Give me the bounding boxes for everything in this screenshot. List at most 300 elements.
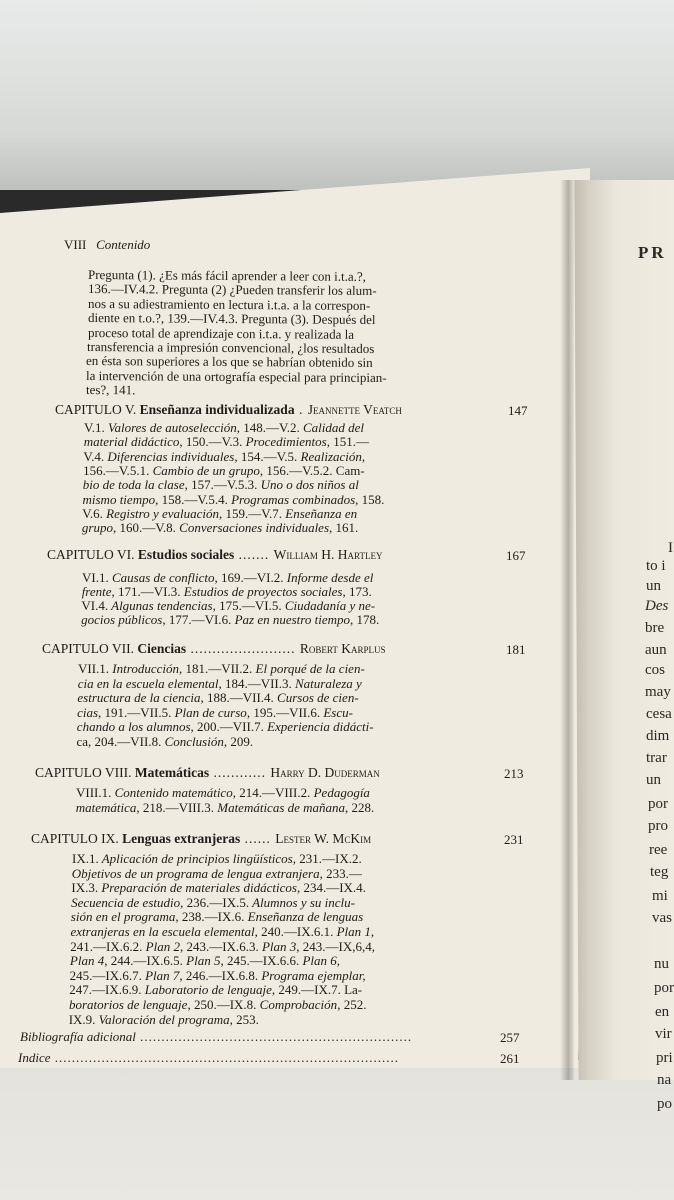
section-text-run: — xyxy=(140,584,154,600)
section-text-run: V. xyxy=(221,434,233,450)
section-text-run: 1. xyxy=(101,785,112,800)
section-text-run: 8. xyxy=(166,520,176,536)
section-text-run: IX. xyxy=(71,880,89,896)
chapter-section-line xyxy=(77,691,358,705)
section-text-run: 6.8. xyxy=(238,967,259,983)
section-text-run: Objetivos de un programa de lengua extranjera xyxy=(71,865,320,881)
section-text-run: , 228. xyxy=(345,799,375,815)
section-text-run: , 244. xyxy=(104,953,134,969)
section-text-run: Alumnos y su inclu- xyxy=(249,894,355,910)
chapter-section-line xyxy=(70,940,375,954)
leader-dots: ............ xyxy=(209,765,271,780)
section-text-run: 245. xyxy=(69,967,93,983)
chapter-page-number: 213 xyxy=(504,766,524,781)
section-text-run: VI. xyxy=(254,598,272,614)
chapter-section-line xyxy=(84,435,369,449)
section-text-run: — xyxy=(204,909,218,925)
section-text-run: , 159. xyxy=(219,505,249,521)
section-text-run: 5.2. xyxy=(313,462,333,478)
section-text-run: — xyxy=(209,894,223,910)
facing-page-fragment: por xyxy=(648,796,668,812)
section-text-run: , 252. xyxy=(337,997,367,1012)
facing-page-fragment: nu xyxy=(654,956,669,972)
section-text-run: , 195. xyxy=(246,704,277,720)
section-text-run: 156. xyxy=(83,462,106,478)
section-text-run: , 249. xyxy=(271,982,302,998)
chapter-heading xyxy=(31,832,371,846)
back-matter-title: Bibliografía adicional xyxy=(20,1029,136,1044)
facing-page-fragment: po xyxy=(657,1096,672,1112)
chapter-label: CAPITULO V. xyxy=(55,402,137,417)
section-text-run: , 238. xyxy=(175,909,205,925)
section-text-run: VII. xyxy=(78,661,100,676)
section-text-run: IX. xyxy=(105,982,123,998)
section-text-run: 3. xyxy=(88,880,99,896)
section-text-run: 1. xyxy=(94,420,105,435)
section-text-run: V. xyxy=(302,462,314,478)
section-text-run: 5.3. xyxy=(237,477,258,493)
section-text-run: — xyxy=(213,477,227,493)
intro-line: Pregunta (1). ¿Es más fácil aprender a leer con i.t.a.?, xyxy=(87,267,366,284)
facing-page-fragment: pri xyxy=(656,1050,673,1066)
chapter-title: Matemáticas xyxy=(134,765,210,780)
section-text-run: IX. xyxy=(314,982,332,998)
chapter-heading xyxy=(47,548,382,562)
section-text-run: Enseñanza en xyxy=(282,505,358,521)
leader-dots: ........................ xyxy=(186,641,300,656)
chapter-page-number: 231 xyxy=(504,832,524,847)
section-text-run: 9. xyxy=(85,1011,96,1027)
section-text-run: 6. xyxy=(234,909,245,925)
section-text-run: Plan 1, xyxy=(333,924,375,939)
facing-page-fragment: un xyxy=(646,578,661,594)
chapter-section-line xyxy=(83,464,365,478)
section-text-run: Plan 4 xyxy=(69,953,105,969)
section-text-run: Contenido matemático xyxy=(111,785,233,800)
section-text-run: Plan 7 xyxy=(141,967,180,983)
section-text-run: , 177. xyxy=(162,612,192,628)
chapter-heading xyxy=(35,766,380,780)
chapter-section-line xyxy=(84,421,364,435)
section-text-run: 6.6. xyxy=(279,953,300,969)
section-text-run: — xyxy=(208,967,222,983)
background-bottom xyxy=(0,1060,674,1200)
book-gutter xyxy=(560,180,574,1080)
chapter-section-line xyxy=(69,983,362,997)
facing-page-fragment: bre xyxy=(645,620,665,636)
section-text-run: , 245. xyxy=(220,953,250,969)
facing-page-fragment: pro xyxy=(648,818,668,834)
section-text-run: Introducción xyxy=(109,661,179,676)
section-text-run: Matemáticas de mañana xyxy=(213,799,346,815)
section-text-run: — xyxy=(276,704,290,720)
section-text-run: — xyxy=(249,953,263,969)
section-text-run: estructura de la ciencia xyxy=(77,690,201,706)
section-text-run: — xyxy=(283,924,297,939)
section-text-run: Causas de conflicto xyxy=(108,570,215,585)
leader-dots: . xyxy=(294,402,308,417)
section-text-run: — xyxy=(325,938,339,954)
section-text-run: Paz en nuestro tiempo xyxy=(231,612,350,628)
section-text-run: IX. xyxy=(105,967,123,983)
section-text-run: IX. xyxy=(262,953,280,969)
section-text-run: Enseñanza de lenguas xyxy=(244,909,364,925)
section-text-run: 6.9. xyxy=(122,982,142,998)
section-text-run: Programa ejemplar, xyxy=(258,967,366,983)
section-text-run: Valores de autoselección xyxy=(104,420,237,435)
section-text-run: extranjeras en la escuela elemental xyxy=(70,924,255,939)
chapter-heading xyxy=(55,403,402,417)
section-text-run: 7. xyxy=(254,719,264,735)
leader-dots: ................................................................................. xyxy=(50,1050,399,1065)
section-text-run: IX. xyxy=(339,880,357,896)
chapter-label: CAPITULO VI. xyxy=(47,547,135,562)
section-text-run: La- xyxy=(340,982,363,998)
section-text-run: V. xyxy=(197,491,209,507)
section-text-run: , 250. xyxy=(187,997,217,1012)
chapter-section-line xyxy=(72,852,362,866)
section-text-run: VII. xyxy=(242,690,265,706)
section-text-run: Conversaciones individuales xyxy=(175,520,330,536)
section-text-run: Algunas tendencias xyxy=(108,598,213,614)
section-text-run: Procedimientos xyxy=(242,434,327,450)
running-head xyxy=(64,238,150,252)
section-text-run: IX. xyxy=(105,938,123,954)
section-text-run: Plan 2 xyxy=(142,938,180,954)
section-text-run: , 169. xyxy=(214,570,244,585)
section-text-run: ca xyxy=(76,734,89,749)
section-text-run: — xyxy=(92,938,106,954)
leader-dots: ....... xyxy=(234,547,274,562)
back-matter-entry xyxy=(18,1051,399,1065)
section-text-run: Plan 5 xyxy=(182,953,221,969)
section-text-run: 6.5. xyxy=(163,953,183,969)
section-text-run: , 160. xyxy=(112,520,143,536)
facing-page-fragment: cos xyxy=(645,662,665,678)
section-text-run: 8. xyxy=(246,997,257,1012)
section-text-run: , 157. xyxy=(184,477,214,493)
section-text-run: , 156. xyxy=(259,462,290,478)
section-text-run: V. xyxy=(82,505,94,521)
section-text-run: , 243. xyxy=(179,938,210,954)
intro-line: proceso total de aprendizaje con i.t.a. y realizada la xyxy=(87,324,355,342)
section-text-run: VI. xyxy=(82,570,99,585)
section-text-run: — xyxy=(322,851,335,866)
section-text-run: 4. xyxy=(356,880,366,896)
section-text-run: — xyxy=(241,598,255,614)
facing-page-fragment: na xyxy=(657,1072,672,1088)
section-text-run: — xyxy=(92,967,106,983)
section-text-run: 2. xyxy=(289,420,300,435)
section-text-run: — xyxy=(191,612,205,628)
chapter-section-line xyxy=(71,925,375,939)
section-text-run: IX. xyxy=(221,967,239,983)
chapter-title: Estudios sociales xyxy=(137,547,235,562)
chapter-section-line xyxy=(72,867,362,881)
chapter-section-line xyxy=(81,613,379,627)
section-text-run: VI. xyxy=(204,612,222,628)
section-text-run: , 246. xyxy=(179,967,209,983)
section-text-run: , 236. xyxy=(180,894,210,910)
section-text-run: frente xyxy=(81,584,112,600)
section-text-run: V. xyxy=(276,448,288,464)
chapter-section-line xyxy=(77,735,254,749)
section-text-run: boratorios de lenguaje xyxy=(69,997,188,1012)
section-text-run: — xyxy=(133,953,147,969)
chapter-label: CAPITULO VIII. xyxy=(35,765,132,780)
section-text-run: — xyxy=(208,661,222,676)
section-text-run: IX. xyxy=(68,1011,86,1027)
chapter-author: Robert Karplus xyxy=(299,641,386,656)
intro-line: la intervención de una ortografía especial para principian- xyxy=(85,367,387,385)
section-text-run: V. xyxy=(155,520,167,536)
section-text-run: gocios públicos xyxy=(81,612,163,628)
facing-page-fragment: vir xyxy=(655,1026,672,1042)
section-text-run: VII. xyxy=(221,661,243,676)
section-text-run: 1. xyxy=(99,661,110,676)
section-text-run: Escu- xyxy=(320,704,353,720)
section-text-run: 241. xyxy=(70,938,93,954)
intro-line: en ésta son superiores a los que se habrían obtenido sin xyxy=(85,353,373,371)
section-text-run: matemática xyxy=(75,799,137,815)
section-text-run: 3. xyxy=(282,675,292,691)
section-text-run: Valoración del programa xyxy=(95,1011,230,1027)
section-text-run: VII. xyxy=(260,675,283,691)
section-text-run: IX. xyxy=(296,924,314,939)
section-text-run: , 158. xyxy=(355,491,385,507)
intro-line: transferencia a impresión convencional, ¿los resultados xyxy=(86,339,375,357)
facing-page-fragment: to i xyxy=(646,558,666,574)
section-text-run: 6. xyxy=(310,704,321,720)
section-text-run: — xyxy=(263,448,277,464)
section-text-run: — xyxy=(229,690,243,706)
section-text-run: Cam- xyxy=(332,462,365,478)
facing-page-fragment: trar xyxy=(646,750,667,766)
section-text-run: — xyxy=(261,785,275,800)
section-text-run: 5. xyxy=(161,704,172,720)
chapter-section-line xyxy=(69,998,366,1012)
chapter-label: CAPITULO VII. xyxy=(42,641,134,656)
section-text-run: , 173. xyxy=(342,584,372,600)
chapter-page-number: 167 xyxy=(506,548,526,563)
back-matter-entry xyxy=(20,1030,412,1044)
section-text-run: IX. xyxy=(146,953,164,969)
section-text-run: , 178. xyxy=(349,612,380,628)
section-text-run: — xyxy=(301,982,315,998)
section-text-run: V. xyxy=(118,462,130,478)
section-text-run: — xyxy=(105,462,119,478)
chapter-section-line xyxy=(70,969,366,983)
section-text-run: 5. xyxy=(287,448,298,464)
chapter-section-line xyxy=(71,881,366,895)
chapter-section-line xyxy=(82,521,358,535)
section-text-run: VI. xyxy=(153,584,171,600)
running-head-title: Contenido xyxy=(96,237,151,252)
section-text-run: , 218. xyxy=(136,799,166,815)
page-number-roman: VIII xyxy=(64,237,87,252)
section-text-run: — xyxy=(184,491,198,507)
section-text-run: Plan de curso xyxy=(171,704,247,720)
chapter-page-number: 147 xyxy=(508,403,528,418)
section-text-run: 5. xyxy=(239,894,250,910)
section-text-run: , 188. xyxy=(200,690,230,706)
facing-page-fragment: por xyxy=(654,980,674,996)
section-text-run: material didáctico xyxy=(83,434,180,450)
facing-page-fragment: dim xyxy=(646,728,670,744)
section-text-run: 2. xyxy=(242,661,253,676)
section-text-run: 6.3. xyxy=(239,938,259,954)
section-text-run: Diferencias individuales xyxy=(104,448,235,464)
section-text-run: — xyxy=(326,880,340,896)
section-text-run: Informe desde el xyxy=(283,570,374,585)
chapter-heading xyxy=(42,642,385,656)
section-text-run: Cursos de cien- xyxy=(273,690,359,706)
section-text-run: IX. xyxy=(229,997,247,1012)
section-text-run: 1. xyxy=(88,851,99,866)
section-text-run: Experiencia didácti- xyxy=(263,719,374,735)
section-text-run: , 209. xyxy=(223,734,254,749)
section-text-run: 6. xyxy=(221,612,232,628)
section-text-run: 2. xyxy=(351,851,362,866)
chapter-author: William H. Hartley xyxy=(273,547,383,562)
section-text-run: 6.7. xyxy=(122,967,142,983)
section-text-run: VII. xyxy=(232,719,255,735)
chapter-author: Lester W. McKim xyxy=(275,831,372,846)
section-text-run: Secuencia de estudio xyxy=(71,894,181,910)
section-text-run: bio de toda la clase xyxy=(82,477,185,493)
back-matter-page-number: 261 xyxy=(500,1051,520,1066)
section-text-run: 3. xyxy=(204,799,214,815)
section-text-run: Comprobación xyxy=(256,997,338,1012)
facing-page-fragment: cesa xyxy=(646,706,672,722)
section-text-run: Laboratorio de lenguaje xyxy=(141,982,272,998)
section-text-run: V. xyxy=(226,477,238,493)
section-text-run: Ciudadanía y ne- xyxy=(281,598,376,614)
section-text-run: 7. xyxy=(331,982,341,998)
chapter-section-line xyxy=(81,599,375,613)
section-text-run: Aplicación de principios lingüísticos xyxy=(98,851,293,866)
section-text-run: 3. xyxy=(170,584,181,600)
section-text-run: , 151. xyxy=(326,434,356,450)
section-text-run: — xyxy=(117,734,131,749)
chapter-title: Lenguas extranjeras xyxy=(122,831,241,846)
section-text-run: VII. xyxy=(130,734,152,749)
chapter-section-line xyxy=(70,954,340,968)
leader-dots: ................................................................ xyxy=(135,1029,413,1044)
section-text-run: mismo tiempo xyxy=(82,491,156,507)
section-text-run: 2. xyxy=(300,785,311,800)
chapter-title: Enseñanza individualizada xyxy=(139,402,295,417)
chapter-section-line xyxy=(76,801,375,815)
facing-page-fragment: vas xyxy=(652,910,672,926)
section-text-run: , 158. xyxy=(155,491,185,507)
section-text-run: , 231. xyxy=(292,851,322,866)
section-text-run: Naturaleza y xyxy=(291,675,362,691)
section-text-run: — xyxy=(219,719,233,735)
section-text-run: IX. xyxy=(222,938,240,954)
section-text-run: 4. xyxy=(98,598,109,614)
facing-page-fragment: teg xyxy=(650,864,669,880)
section-text-run: — xyxy=(165,799,179,815)
section-text-run: , 181. xyxy=(178,661,209,676)
chapter-section-line xyxy=(82,585,372,599)
section-text-run: , 175. xyxy=(212,598,242,614)
chapter-section-line xyxy=(77,720,374,734)
section-text-run: , 214. xyxy=(232,785,262,800)
section-text-run: — xyxy=(247,675,261,691)
section-text-run: cia en la escuela elemental xyxy=(77,675,219,691)
section-text-run: , 204. xyxy=(88,734,118,749)
chapter-section-line xyxy=(83,450,365,464)
section-text-run: Estudios de proyectos sociales xyxy=(180,584,343,600)
section-text-run: V. xyxy=(84,420,95,435)
section-text-run: V. xyxy=(278,420,290,435)
section-text-run: Plan 6, xyxy=(299,953,341,969)
facing-page-fragment: aun xyxy=(645,642,667,658)
section-text-run: 3. xyxy=(232,434,243,450)
back-matter-title: Indice xyxy=(18,1050,51,1065)
section-text-run: — xyxy=(243,570,257,585)
chapter-title: Ciencias xyxy=(137,641,187,656)
section-text-run: — xyxy=(265,420,279,435)
section-text-run: — xyxy=(142,520,156,536)
section-text-run: , 171. xyxy=(111,584,141,600)
chapter-page-number: 181 xyxy=(506,642,526,657)
section-text-run: , 150. xyxy=(179,434,209,450)
section-text-run: 2. xyxy=(273,570,284,585)
intro-line: 136.—IV.4.2. Pregunta (2) ¿Pueden transferir los alum- xyxy=(87,281,377,299)
section-text-run: cias xyxy=(77,704,99,720)
section-text-run: — xyxy=(248,505,262,521)
section-text-run: Pedagogía xyxy=(310,785,370,800)
section-text-run: , 200. xyxy=(190,719,220,735)
facing-page-fragment: may xyxy=(645,684,671,700)
section-text-run: Registro y evaluación xyxy=(102,505,220,521)
section-text-run: 5.1. xyxy=(129,462,150,478)
section-text-run: Uno o dos niños al xyxy=(257,477,359,493)
section-text-run: — xyxy=(92,982,106,998)
section-text-run: — xyxy=(127,704,141,720)
section-text-run: chando a los alumnos xyxy=(76,719,191,735)
section-text-run: , 154. xyxy=(234,448,264,464)
section-text-run: Cambio de un grupo xyxy=(149,462,260,478)
section-text-run: , 191. xyxy=(98,704,128,720)
section-text-run: sión en el programa xyxy=(70,909,176,925)
facing-page-fragment: I xyxy=(668,540,673,556)
section-text-run: IX. xyxy=(222,894,240,910)
section-text-run: VI. xyxy=(256,570,274,585)
section-text-run: 8. xyxy=(151,734,162,749)
facing-page-fragment: en xyxy=(655,1004,670,1020)
chapter-section-line xyxy=(77,706,353,720)
chapter-section-line xyxy=(78,677,362,691)
section-text-run: IX. xyxy=(335,851,352,866)
intro-line: nos a su adiestramiento en lectura i.t.a. a la correspon- xyxy=(87,295,371,313)
section-text-run: 6. xyxy=(93,505,103,521)
section-text-run: , 253. xyxy=(229,1011,259,1027)
section-text-run: , 148. xyxy=(236,420,266,435)
leader-dots: ...... xyxy=(240,831,276,846)
section-text-run: — xyxy=(355,434,369,450)
chapter-section-line xyxy=(83,478,359,492)
section-text-run: VIII. xyxy=(178,799,205,815)
section-text-run: — xyxy=(289,462,303,478)
section-text-run: VII. xyxy=(289,704,311,720)
section-text-run: , 234. xyxy=(296,880,327,896)
section-text-run: 5.4. xyxy=(208,491,228,507)
section-text-run: VI. xyxy=(81,598,99,614)
section-text-run: 247. xyxy=(69,982,93,998)
